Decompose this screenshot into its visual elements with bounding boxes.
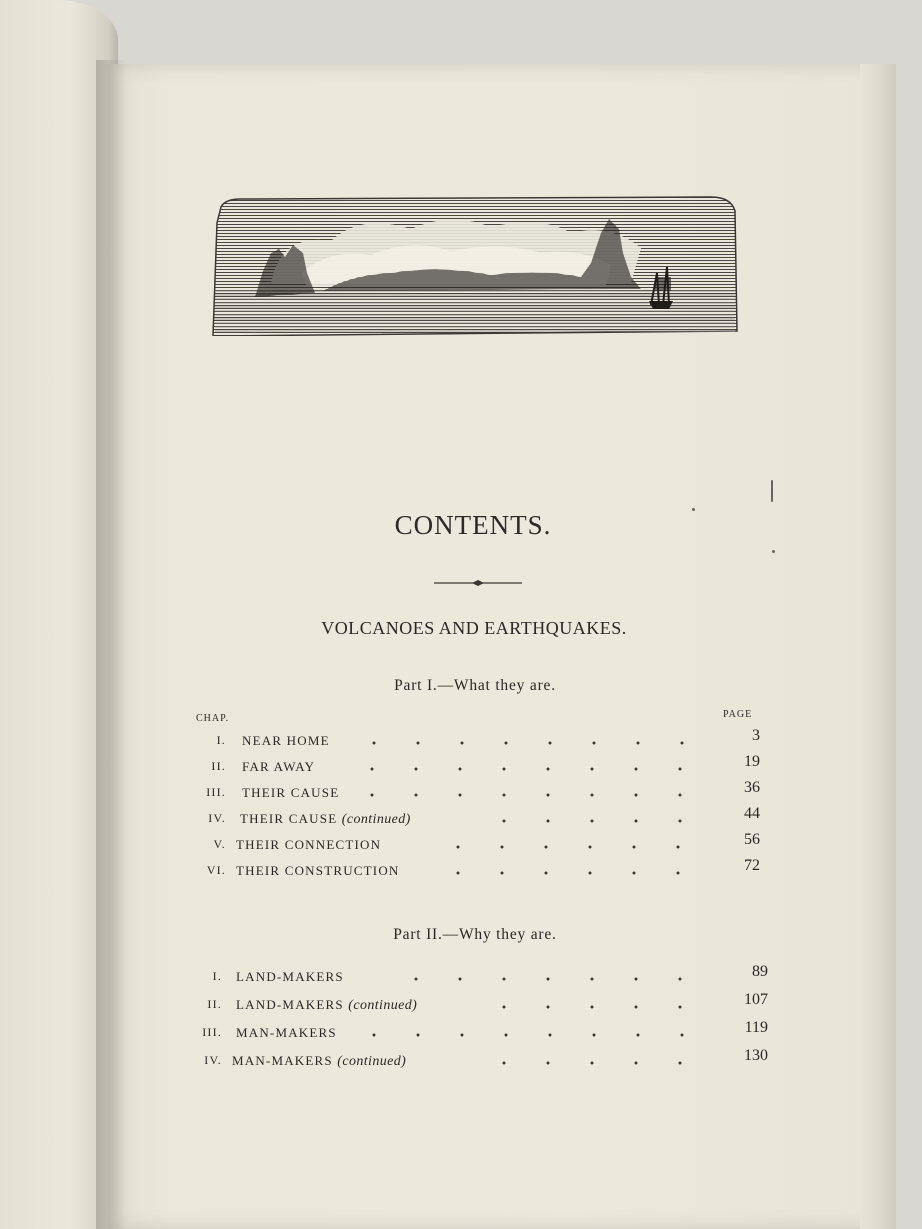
toc-row[interactable] (186, 1019, 772, 1047)
page-number: 119 (744, 1019, 768, 1036)
continued-note: (continued) (341, 812, 411, 827)
toc-row[interactable] (190, 779, 770, 807)
page-title: CONTENTS. (394, 510, 552, 540)
toc-row[interactable] (190, 753, 770, 781)
toc-row[interactable] (186, 991, 772, 1019)
dot-leader (436, 845, 716, 849)
dot-leader (350, 767, 716, 771)
chapter-number: I. (212, 969, 222, 983)
paper-mark (772, 550, 775, 553)
book-subtitle: VOLCANOES AND EARTHQUAKES. (321, 618, 627, 638)
chapter-title: NEAR HOME (242, 733, 330, 748)
toc-row[interactable] (190, 805, 770, 833)
page-number: 44 (744, 805, 760, 822)
page-number: 3 (752, 727, 760, 744)
chapter-number: III. (206, 785, 226, 799)
page-edge (860, 64, 896, 1229)
chapter-title: LAND-MAKERS (236, 969, 344, 984)
part-1-heading: Part I.—What they are. (394, 677, 556, 694)
chapter-title: THEIR CAUSE (continued) (240, 811, 411, 827)
page-number: 36 (744, 779, 760, 796)
book-gutter (96, 60, 126, 1229)
toc-row[interactable] (190, 831, 770, 859)
dot-leader (352, 1033, 720, 1037)
chapter-number: IV. (204, 1053, 222, 1067)
page-number: 72 (744, 857, 760, 874)
chapter-title: MAN-MAKERS (236, 1025, 337, 1040)
paper-mark (692, 508, 695, 511)
chapter-title: LAND-MAKERS (continued) (236, 997, 418, 1013)
volcano-island-engraving (211, 193, 738, 336)
chapter-number: I. (216, 733, 226, 747)
dot-leader (482, 1061, 720, 1065)
page-number: 56 (744, 831, 760, 848)
ornamental-rule (434, 576, 522, 590)
chapter-title: THEIR CONNECTION (236, 837, 382, 852)
chap-column-label: CHAP. (196, 713, 230, 724)
toc-row[interactable] (186, 963, 772, 991)
chapter-number: V. (213, 837, 226, 851)
part-2-heading: Part II.—Why they are. (393, 926, 557, 943)
dot-leader (350, 793, 716, 797)
chapter-number: VI. (206, 863, 226, 877)
chapter-number: II. (207, 997, 222, 1011)
dot-leader (394, 977, 720, 981)
toc-row[interactable] (190, 857, 770, 885)
dot-leader (482, 819, 716, 823)
chapter-title: THEIR CONSTRUCTION (236, 863, 400, 878)
toc-row[interactable] (186, 1047, 772, 1075)
page-number: 130 (744, 1047, 768, 1064)
toc-row[interactable] (190, 727, 770, 755)
page-number: 89 (752, 963, 768, 980)
chapter-number: III. (202, 1025, 222, 1039)
dot-leader (436, 871, 716, 875)
chapter-number: IV. (208, 811, 226, 825)
chapter-title: FAR AWAY (242, 759, 316, 774)
chapter-title: MAN-MAKERS (continued) (232, 1053, 407, 1069)
page-number: 107 (744, 991, 768, 1008)
chapter-number: II. (211, 759, 226, 773)
page-column-label: PAGE (723, 709, 753, 720)
dot-leader (352, 741, 716, 745)
continued-note: (continued) (348, 998, 418, 1013)
paper-mark (771, 480, 773, 502)
chapter-title: THEIR CAUSE (242, 785, 340, 800)
dot-leader (482, 1005, 720, 1009)
continued-note: (continued) (337, 1054, 407, 1069)
page-number: 19 (744, 753, 760, 770)
